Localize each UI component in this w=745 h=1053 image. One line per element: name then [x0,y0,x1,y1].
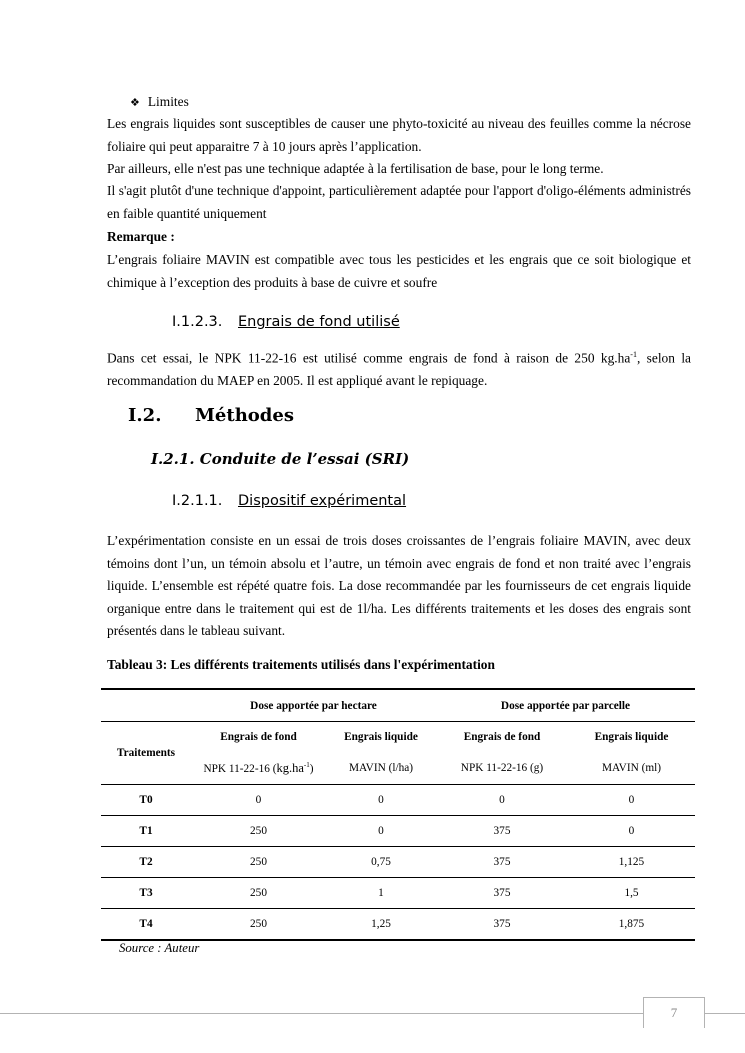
unit-mavin-parcelle: MAVIN (ml) [601,762,662,774]
limites-paragraph-2: Par ailleurs, elle n'est pas une technique adaptée à la fertilisation de base, pour le long terme. [107,161,604,176]
cell-liquide-ha: 1,25 [371,918,391,930]
col-header-liquide-ha: Engrais liquide [344,731,418,743]
table-row [101,878,695,909]
cell-liquide-parcelle: 0 [628,794,635,806]
cell-fond-parcelle: 375 [493,887,511,899]
col-header-fond-parcelle: Engrais de fond [463,731,541,743]
cell-liquide-ha: 0 [378,825,384,837]
heading-number: I.2. [128,405,162,426]
table-header-row [101,722,695,753]
group-header-hectare: Dose apportée par hectare [250,699,377,712]
dispositif-paragraph: L’expérimentation consiste en un essai de trois doses croissantes de l’engrais foliaire MAVIN, avec deux témoins dont l’un, un témoin absolu et l’autre, un témoin avec engrais de fond et non traité avec l’engrais liquide. L’ensemble est répété quatre fois. La dose recommandée par les fournisseurs de cet engrais liquide organique entre dans le traitement qui est de 1l/ha. Les différents traitements et les doses des engrais sont présentés dans le tableau suivant. [107,533,691,638]
table-row [101,909,695,941]
cell-liquide-parcelle: 0 [628,825,635,837]
table-row [101,847,695,878]
heading-conduite-essai: I.2.1. Conduite de l’essai (SRI) [151,450,410,468]
limites-label: Limites [147,94,189,109]
table-source: Source : Auteur [119,941,200,955]
cell-liquide-ha: 0 [378,794,384,806]
col-header-traitements: Traitements [101,722,191,785]
cell-fond-ha: 250 [250,887,267,899]
remarque-label: Remarque : [107,229,175,244]
remarque-text: L’engrais foliaire MAVIN est compatible avec tous les pesticides et les engrais que ce soit biologique et chimique à l’exception des produits à base de cuivre et soufre [107,252,691,290]
cell-fond-ha: 250 [250,856,267,868]
heading-dispositif [172,493,406,509]
treatments-table [101,688,695,941]
diamond-bullet-icon: ❖ [130,96,140,109]
row-name: T1 [139,825,153,837]
cell-liquide-parcelle: 1,125 [618,856,645,868]
heading-title: Dispositif expérimental [238,493,407,509]
cell-liquide-parcelle: 1,875 [618,918,645,930]
table-units-row [101,752,695,785]
heading-engrais-de-fond [172,314,400,330]
row-name: T0 [139,794,153,806]
table-row [101,785,695,816]
heading-title: Méthodes [195,405,294,426]
heading-methodes [128,405,294,426]
limites-paragraph-1: Les engrais liquides sont susceptibles de causer une phyto-toxicité au niveau des feuilles comme la nécrose foliaire qui peut apparaitre 7 à 10 jours après l’application. [107,116,691,154]
col-header-fond-ha: Engrais de fond [220,731,297,743]
limites-paragraph-3: Il s'agit plutôt d'une technique d'appoint, particulièrement adaptée pour l'apport d'oligo-éléments administrés en faible quantité uniquement [107,183,691,221]
cell-liquide-ha: 1 [378,887,384,899]
cell-liquide-ha: 0,75 [371,856,391,868]
row-name: T3 [139,887,153,899]
cell-fond-parcelle: 0 [499,794,505,806]
cell-fond-ha: 250 [250,918,267,930]
unit-npk-ha: NPK 11-22-16 $(kg.ha^{-1})$ [203,760,314,775]
footer-rule [0,1013,745,1014]
engrais-de-fond-paragraph: Dans cet essai, le NPK 11-22-16 est utilisé comme engrais de fond à raison de 250 $kg.ha^{-1}$, selon la recommandation du MAEP en 2005. Il est appliqué avant le repiquage. [107,350,691,388]
limites-heading [130,91,189,114]
unit-mavin-ha: MAVIN (l/ha) [348,762,414,774]
table-header-row [101,689,695,722]
heading-title: Engrais de fond utilisé [238,314,400,330]
heading-number: I.2.1.1. [172,493,223,509]
row-name: T2 [139,856,153,868]
cell-liquide-parcelle: 1,5 [624,887,639,899]
cell-fond-ha: 0 [255,794,262,806]
table-row [101,816,695,847]
cell-fond-parcelle: 375 [493,825,511,837]
group-header-parcelle: Dose apportée par parcelle [500,699,631,712]
heading-number: I.1.2.3. [172,314,223,330]
cell-fond-ha: 250 [250,825,267,837]
col-header-liquide-parcelle: Engrais liquide [594,731,669,743]
cell-fond-parcelle: 375 [493,918,511,930]
unit-npk-parcelle: NPK 11-22-16 (g) [460,762,544,774]
page-number: 7 [670,1005,678,1020]
cell-fond-parcelle: 375 [493,856,511,868]
row-name: T4 [139,918,153,930]
table-caption: Tableau 3: Les différents traitements utilisés dans l'expérimentation [107,657,495,672]
